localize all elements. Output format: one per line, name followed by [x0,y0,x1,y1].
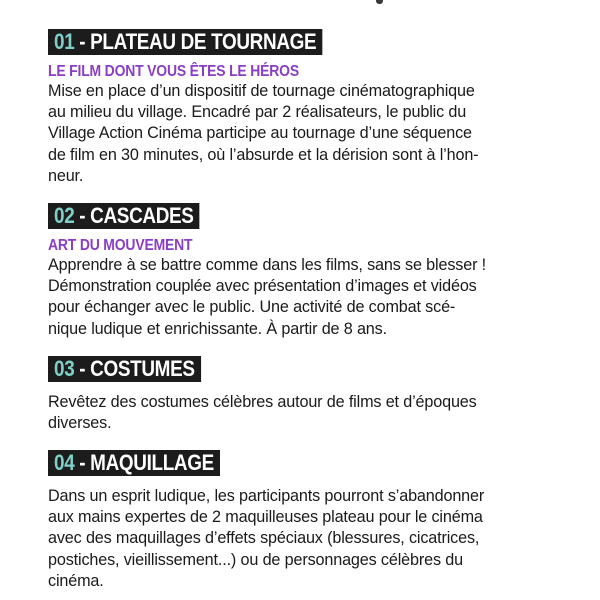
section-title: - PLATEAU DE TOURNAGE [74,29,317,54]
section-heading [48,450,220,476]
section-costumes [48,356,568,434]
section-heading [48,356,201,382]
section-title: - MAQUILLAGE [74,450,214,475]
section-number: 04 [54,450,75,475]
section-heading [48,203,200,229]
section-heading [48,29,322,55]
section-title: - COSTUMES [74,356,195,381]
section-maquillage [48,450,568,592]
section-body: Revêtez des costumes célèbres autour de films et d’époques diverses. [48,393,477,433]
section-number: 02 [54,203,75,228]
section-subtitle: LE FILM DONT VOUS ÊTES LE HÉROS [48,63,299,80]
section-body: Mise en place d’un dispositif de tournage cinématographique au milieu du village. Encadré par 2 réalisateurs, le public du Village Action Cinéma participe au tournage d’une séquence de film en 30 minutes, où l’absurde et la dérision sont à l’hon- neur. [48,82,479,185]
section-number: 03 [54,356,75,381]
section-subtitle: ART DU MOUVEMENT [48,237,193,254]
section-number: 01 [54,29,75,54]
section-plateau-de-tournage [48,29,568,187]
decorative-mark [376,0,383,4]
section-body: Dans un esprit ludique, les participants pourront s’abandonner aux mains expertes de 2 maquilleuses plateau pour le cinéma avec des maquillages d’effets spéciaux (blessures, cicatrices, postiches, vieillissement...) ou de personnages célèbres du cinéma. [48,487,485,590]
section-title: - CASCADES [74,203,194,228]
section-cascades [48,203,568,340]
section-body: Apprendre à se battre comme dans les films, sans se blesser ! Démonstration couplée avec présentation d’images et vidéos pour échanger avec le public. Une activité de combat scé- nique ludique et enrichissante. À partir de 8 ans. [48,256,487,338]
